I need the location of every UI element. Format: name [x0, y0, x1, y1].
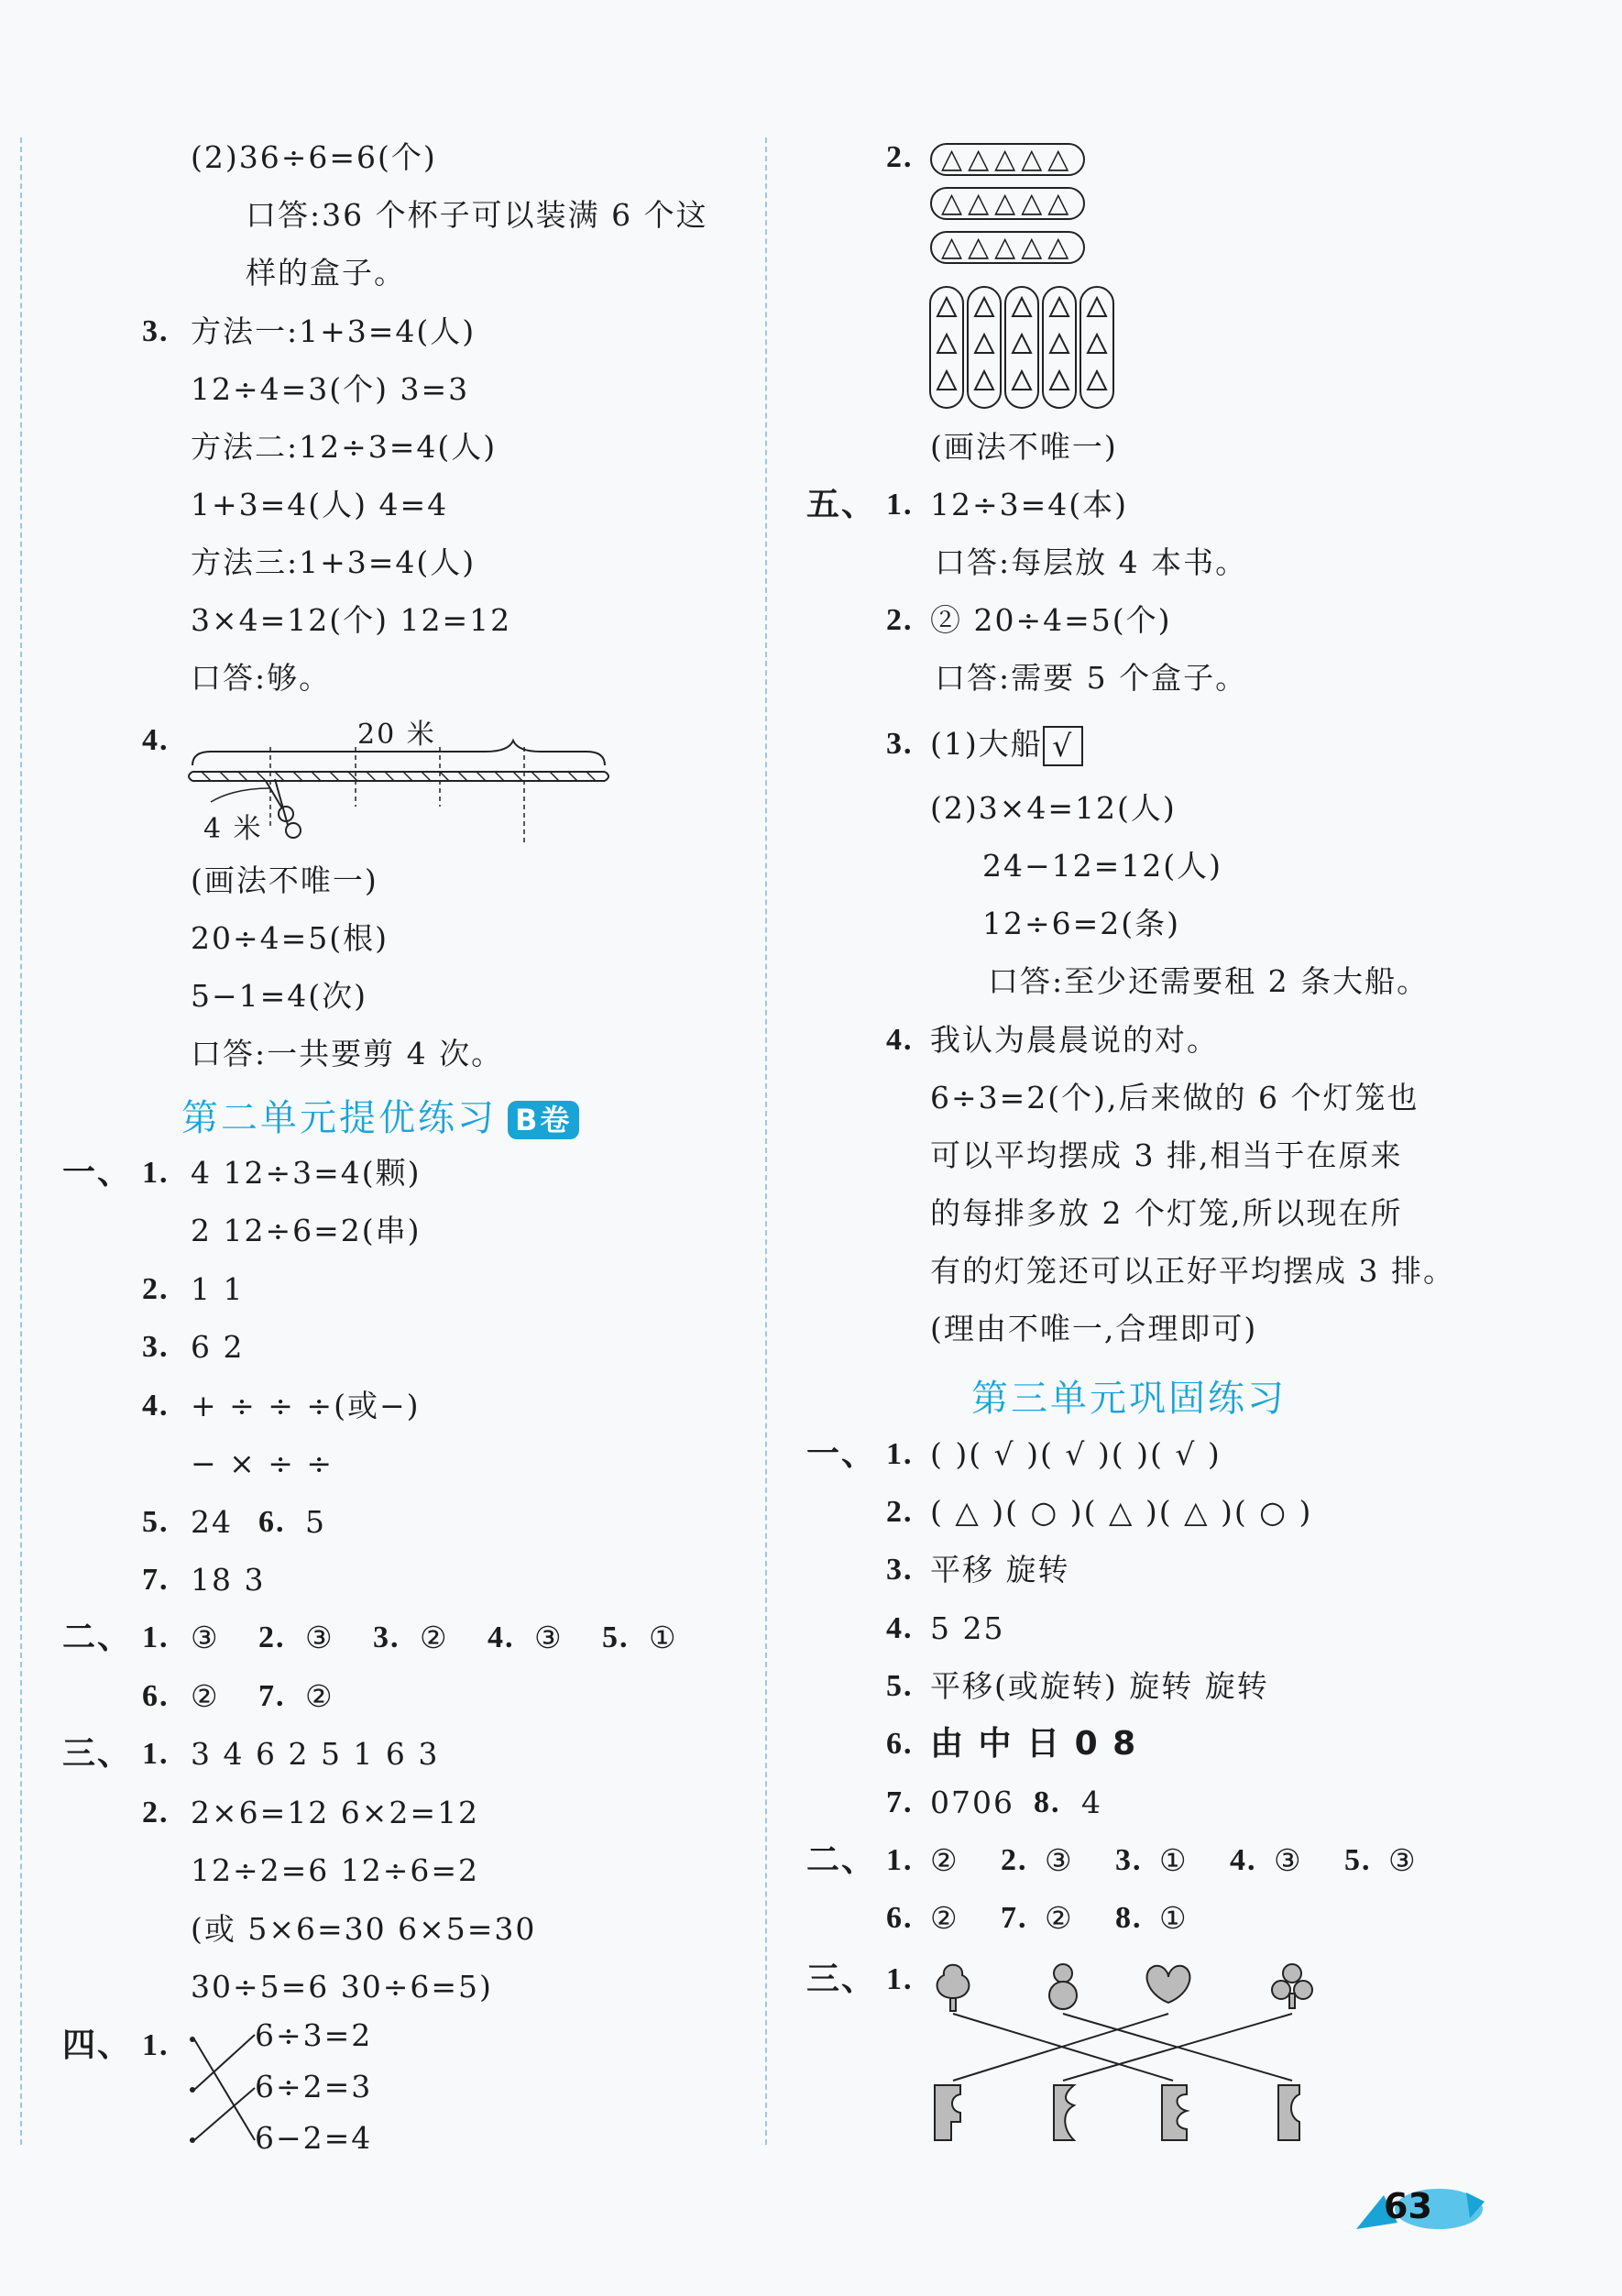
triangle-group-row — [930, 139, 1085, 176]
question-number: 5. — [886, 1669, 914, 1703]
answer-line: 我认为晨晨说的对。 — [930, 1022, 1219, 1058]
unit-3-title: 第三单元巩固练习 — [971, 1378, 1287, 1420]
club-shape-icon — [1272, 1964, 1312, 2008]
answer-line: 4 12÷3=4(颗) — [191, 1155, 422, 1191]
answer-line: (或 5×6=30 6×5=30 — [191, 1911, 537, 1947]
question-number: 1. — [142, 1737, 170, 1771]
question-number: 7. — [142, 1563, 170, 1597]
answer-choice: ① — [1159, 1842, 1189, 1878]
question-number: 3. — [886, 1553, 914, 1587]
section-label: 二、 — [806, 1841, 877, 1879]
question-number: 1. — [142, 1156, 170, 1190]
section-label: 三、 — [62, 1735, 133, 1773]
question-number: 7. — [258, 1679, 286, 1713]
question-number: 1. — [142, 1620, 170, 1654]
check-box: √ — [1043, 726, 1083, 766]
question-number: 1. — [886, 1843, 914, 1877]
answer-line: 平移(或旋转) 旋转 旋转 — [930, 1668, 1269, 1704]
answer-choice: ① — [1159, 1900, 1189, 1936]
triangle-columns-figure — [927, 284, 1120, 412]
answer-line: 12÷2=6 12÷6=2 — [191, 1852, 480, 1888]
answer-line: 可以平均摆成 3 排,相当于在原来 — [930, 1137, 1403, 1173]
answer-choice: ③ — [1274, 1842, 1303, 1878]
answer-line: (画法不唯一) — [930, 429, 1118, 465]
answer-line: + ÷ ÷ ÷(或−) — [191, 1388, 421, 1423]
answer-line: 3 4 6 2 5 1 6 3 — [191, 1736, 440, 1772]
shape-matching-figure — [926, 1957, 1347, 2159]
answer-line: 5 25 — [930, 1610, 1005, 1646]
question-number: 1. — [142, 2028, 170, 2062]
question-number: 6. — [258, 1505, 286, 1539]
symmetric-chars: 由 中 日 0 8 — [930, 1725, 1138, 1763]
answer-line: 3×4=12(个) 12=12 — [191, 602, 512, 638]
section-label: 二、 — [62, 1619, 133, 1656]
unit-2-title — [181, 1089, 579, 1141]
answer-choice: ② — [191, 1678, 220, 1714]
answer-line: 口答:36 个杯子可以装满 6 个这 — [246, 197, 708, 233]
question-number: 2. — [886, 603, 914, 637]
column-divider — [765, 137, 767, 2145]
answer-line: 口答:够。 — [191, 660, 332, 696]
question-number: 2. — [886, 1495, 914, 1529]
answer-line: 样的盒子。 — [246, 255, 406, 291]
big-boat-label: (1)大船 — [930, 726, 1043, 762]
answer-line: 6 2 — [191, 1329, 245, 1365]
answer-choice: ② — [930, 1900, 959, 1936]
answer-line: ( △ )( ○ )( △ )( △ )( ○ ) — [930, 1494, 1313, 1530]
tree-shape-icon — [937, 1965, 970, 2011]
question-number: 1. — [886, 488, 914, 522]
answer-line: (理由不唯一,合理即可) — [930, 1311, 1258, 1346]
section-label: 三、 — [806, 1961, 877, 1998]
question-number: 4. — [142, 723, 170, 757]
answer-choice: ② — [420, 1620, 449, 1655]
triangle-group-row — [930, 227, 1085, 264]
question-number: 1. — [886, 1437, 914, 1471]
answer-line: 2×6=12 6×2=12 — [191, 1795, 480, 1830]
matching-lines — [183, 2016, 266, 2154]
answer-choice: ③ — [305, 1620, 334, 1655]
match-item: 6÷2=3 — [255, 2069, 373, 2104]
question-number: 2. — [142, 1272, 170, 1306]
answer-line: 方法二:12÷3=4(人) — [191, 429, 498, 465]
half-club-icon — [1278, 2085, 1299, 2140]
answer-choice: ③ — [534, 1620, 564, 1655]
answer-line: ( )( √ )( √ )( )( √ ) — [930, 1436, 1222, 1472]
answer-line: 4 — [1081, 1785, 1102, 1820]
page-number: 63 — [1384, 2186, 1432, 2226]
answer-line: 的每排多放 2 个灯笼,所以现在所 — [930, 1195, 1403, 1231]
answer-line: 口答:至少还需要租 2 条大船。 — [988, 963, 1430, 999]
question-number: 4. — [1230, 1843, 1257, 1877]
answer-line: (2)3×4=12(人) — [930, 790, 1177, 826]
question-number: 6. — [886, 1727, 914, 1761]
question-number: 2. — [142, 1796, 170, 1829]
question-number: 2. — [1001, 1843, 1028, 1877]
question-number: 3. — [142, 314, 170, 348]
answer-line: (画法不唯一) — [191, 862, 378, 898]
heart-wing-shape-icon — [1147, 1966, 1190, 2003]
answer-choice: ② — [930, 1842, 959, 1878]
triangle-group: △△△△△ — [930, 143, 1085, 176]
answer-line: ② 20÷4=5(个) — [930, 602, 1172, 638]
section-label: 一、 — [62, 1154, 133, 1192]
question-number: 5. — [1344, 1843, 1372, 1877]
answer-line: 口答:每层放 4 本书。 — [935, 544, 1248, 580]
answer-line: 12÷3=4(本) — [930, 487, 1129, 522]
question-number: 2. — [258, 1620, 286, 1654]
answer-line — [930, 726, 1083, 766]
rope-total-label: 20 米 — [357, 719, 436, 751]
rope-part-label: 4 米 — [203, 813, 263, 845]
answer-line: (2)36÷6=6(个) — [191, 139, 437, 175]
question-number: 4. — [886, 1023, 914, 1057]
triangle-group: △△△△△ — [930, 187, 1085, 220]
answer-line: 2 12÷6=2(串) — [191, 1213, 422, 1248]
answer-choice: ③ — [1388, 1842, 1418, 1878]
answer-line: 口答:需要 5 个盒子。 — [935, 660, 1248, 696]
answer-line: 12÷6=2(条) — [982, 906, 1181, 941]
answer-line: 20÷4=5(根) — [191, 920, 389, 956]
answer-choice: ② — [1045, 1900, 1074, 1936]
answer-line: − × ÷ ÷ — [191, 1445, 334, 1481]
question-number: 3. — [1115, 1843, 1143, 1877]
question-number: 4. — [142, 1389, 170, 1423]
answer-line: 1 1 — [191, 1271, 245, 1307]
question-number: 3. — [886, 727, 914, 761]
answer-choice: ② — [305, 1678, 334, 1714]
question-number: 5. — [602, 1620, 630, 1654]
answer-line: 有的灯笼还可以正好平均摆成 3 排。 — [930, 1253, 1455, 1289]
unit-2-title-text: 第二单元提优练习 — [181, 1097, 497, 1139]
answer-line: 平移 旋转 — [930, 1552, 1070, 1587]
section-label: 五、 — [806, 486, 877, 523]
triangle-group-row — [930, 183, 1085, 220]
answer-line: 0706 — [930, 1785, 1014, 1820]
match-item: 6÷3=2 — [255, 2017, 373, 2053]
answer-line: 5 — [305, 1504, 326, 1540]
question-number: 3. — [142, 1330, 170, 1364]
half-gourd-icon — [1054, 2085, 1074, 2140]
answer-line: 方法一:1+3=4(人) — [191, 313, 477, 349]
answer-line: 30÷5=6 30÷6=5) — [191, 1969, 493, 2005]
question-number: 8. — [1115, 1901, 1143, 1935]
answer-line: 1+3=4(人) 4=4 — [191, 487, 449, 522]
question-number: 4. — [488, 1620, 515, 1654]
answer-line: 口答:一共要剪 4 次。 — [191, 1036, 504, 1071]
answer-line: 6÷3=2(个),后来做的 6 个灯笼也 — [930, 1080, 1419, 1115]
answer-choice: ① — [649, 1620, 678, 1655]
answer-choice: ③ — [191, 1620, 220, 1655]
question-number: 6. — [886, 1901, 914, 1935]
answer-line: 5−1=4(次) — [191, 978, 368, 1014]
b-paper-badge: B卷 — [508, 1101, 579, 1139]
question-number: 7. — [886, 1785, 914, 1819]
answer-line: 12÷4=3(个) 3=3 — [191, 371, 470, 407]
answer-line: 24−12=12(人) — [982, 848, 1223, 884]
answer-choice: ③ — [1045, 1842, 1074, 1878]
question-number: 8. — [1034, 1785, 1061, 1819]
triangle-group: △△△△△ — [930, 231, 1085, 264]
answer-line: 方法三:1+3=4(人) — [191, 544, 477, 580]
question-number: 4. — [886, 1611, 914, 1645]
section-label: 四、 — [62, 2027, 133, 2064]
question-number: 1. — [886, 1962, 914, 1996]
match-item: 6−2=4 — [255, 2120, 373, 2156]
question-number: 5. — [142, 1505, 170, 1539]
gourd-shape-icon — [1049, 1964, 1077, 2009]
section-label: 一、 — [806, 1435, 877, 1473]
half-tree-icon — [935, 2085, 960, 2140]
question-number: 6. — [142, 1679, 170, 1713]
left-margin-line — [20, 137, 22, 2145]
answer-line: 18 3 — [191, 1562, 266, 1598]
question-number: 7. — [1001, 1901, 1028, 1935]
question-number: 2. — [886, 140, 914, 174]
question-number: 3. — [373, 1620, 400, 1654]
answer-line: 24 — [191, 1504, 233, 1540]
half-heart-icon — [1162, 2085, 1187, 2140]
